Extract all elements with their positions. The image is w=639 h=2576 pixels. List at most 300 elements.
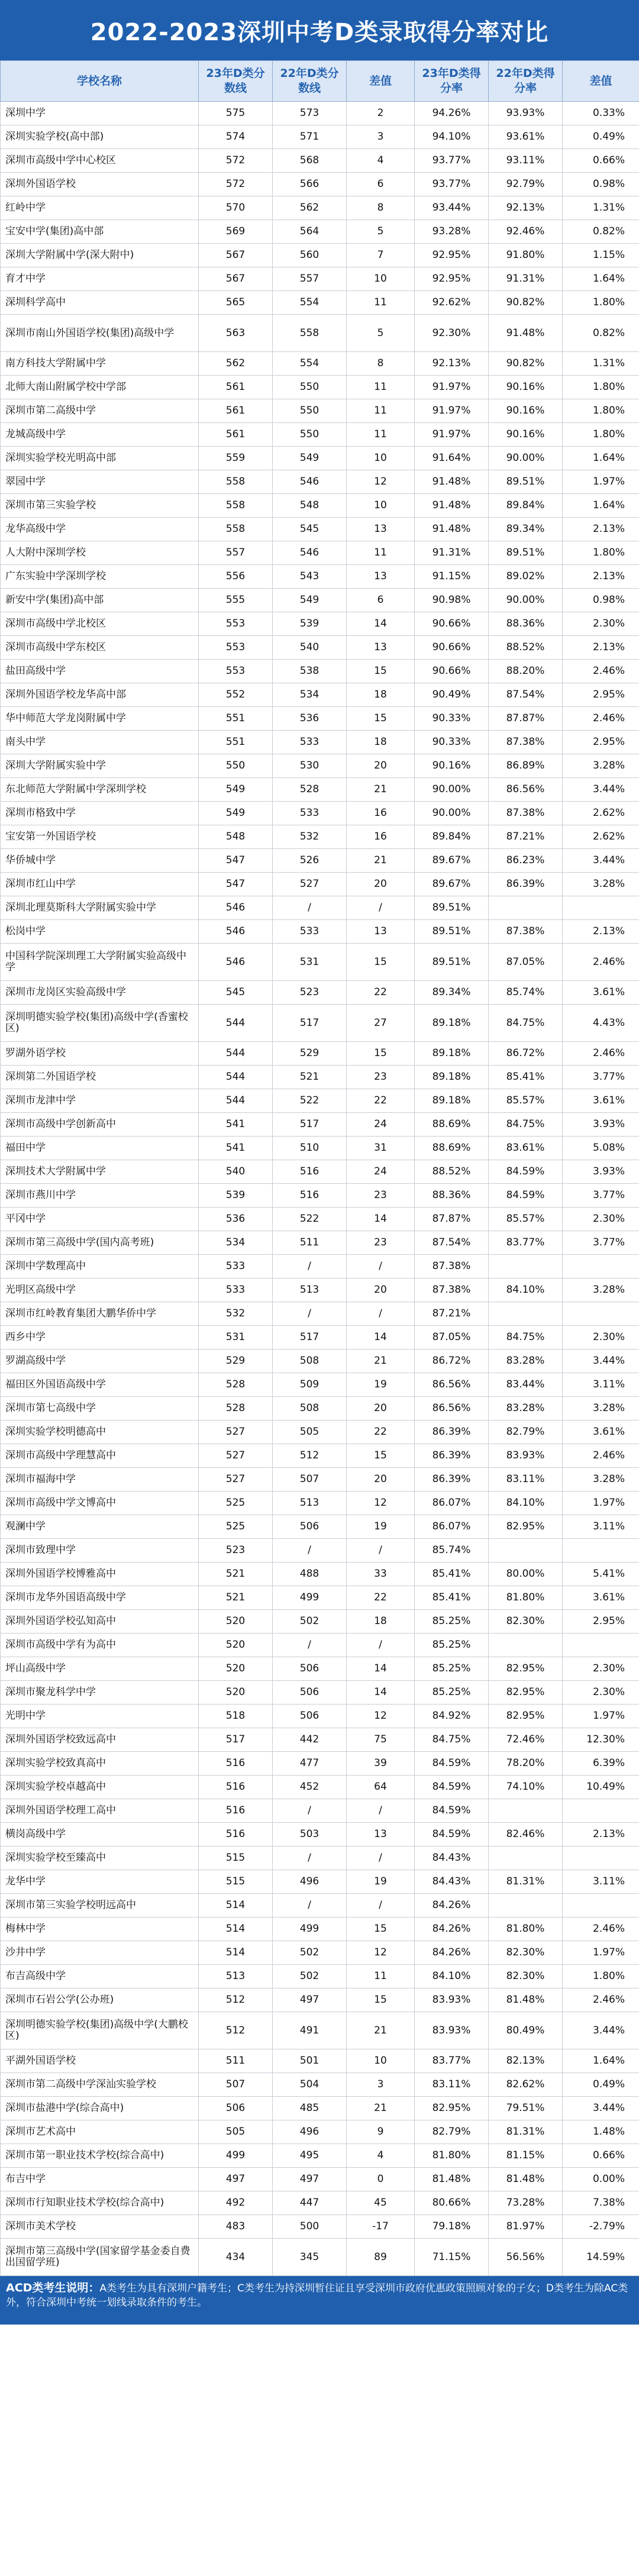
score-2023-cell: 572 [199, 173, 273, 196]
rate-difference-cell: 0.49% [563, 125, 639, 149]
score-2023-cell: 514 [199, 1941, 273, 1965]
rate-difference-cell: 2.95% [563, 1610, 639, 1634]
score-difference-cell: 18 [347, 1610, 415, 1634]
score-2022-cell: 506 [273, 1705, 347, 1728]
rate-difference-cell: 6.39% [563, 1752, 639, 1776]
score-2023-cell: 528 [199, 1373, 273, 1397]
table-row [1, 2215, 639, 2239]
rate-difference-cell: 3.61% [563, 1421, 639, 1444]
rate-2022-cell: 87.05% [489, 944, 563, 981]
rate-2022-cell: 84.10% [489, 1279, 563, 1302]
score-2022-cell: 452 [273, 1776, 347, 1799]
table-row [1, 1492, 639, 1515]
school-name-cell: 深圳市高级中学有为高中 [1, 1634, 199, 1657]
score-difference-cell: 11 [347, 541, 415, 565]
school-name-cell: 深圳市艺术高中 [1, 2120, 199, 2144]
rate-difference-cell: 0.66% [563, 149, 639, 173]
score-2022-cell: / [273, 1847, 347, 1870]
rate-difference-cell: 12.30% [563, 1728, 639, 1752]
table-row [1, 1350, 639, 1373]
score-difference-cell: 39 [347, 1752, 415, 1776]
rate-2023-cell: 89.18% [415, 1005, 489, 1042]
table-row [1, 1894, 639, 1918]
score-difference-cell: 45 [347, 2191, 415, 2215]
rate-2022-cell [489, 1539, 563, 1563]
rate-2022-cell: 89.84% [489, 494, 563, 518]
rate-2023-cell: 86.07% [415, 1492, 489, 1515]
rate-2023-cell: 79.18% [415, 2215, 489, 2239]
page-title: 2022-2023深圳中考D类录取得分率对比 [0, 0, 639, 60]
note-label: ACD类考生说明： [6, 2281, 100, 2294]
score-difference-cell: 19 [347, 1515, 415, 1539]
table-row [1, 125, 639, 149]
score-2023-cell: 575 [199, 102, 273, 125]
school-name-cell: 深圳市龙津中学 [1, 1089, 199, 1113]
score-2022-cell: 521 [273, 1066, 347, 1089]
table-row [1, 399, 639, 423]
school-name-cell: 深圳明德实验学校(集团)高级中学(大鹏校区) [1, 2012, 199, 2049]
score-2022-cell: 545 [273, 518, 347, 541]
table-row [1, 1468, 639, 1492]
table-row [1, 2168, 639, 2191]
score-2022-cell: 548 [273, 494, 347, 518]
school-name-cell: 深圳市第三高级中学(国家留学基金委自费出国留学班) [1, 2239, 199, 2276]
rate-difference-cell: 2.13% [563, 565, 639, 589]
score-2022-cell: 554 [273, 291, 347, 315]
school-name-cell: 深圳大学附属实验中学 [1, 754, 199, 778]
school-name-cell: 深圳市第一职业技术学校(综合高中) [1, 2144, 199, 2168]
score-difference-cell: 7 [347, 244, 415, 267]
table-row [1, 636, 639, 660]
score-2023-cell: 514 [199, 1894, 273, 1918]
score-2023-cell: 546 [199, 944, 273, 981]
table-row [1, 518, 639, 541]
score-2022-cell: 497 [273, 2168, 347, 2191]
table-row [1, 1539, 639, 1563]
header-rate-difference: 差值 [563, 61, 639, 102]
rate-2022-cell: 82.95% [489, 1515, 563, 1539]
score-2023-cell: 518 [199, 1705, 273, 1728]
rate-difference-cell: 1.31% [563, 352, 639, 376]
score-difference-cell: -17 [347, 2215, 415, 2239]
table-row [1, 565, 639, 589]
rate-difference-cell: 1.64% [563, 447, 639, 470]
rate-2022-cell: 90.00% [489, 447, 563, 470]
score-difference-cell: / [347, 1539, 415, 1563]
rate-difference-cell [563, 1847, 639, 1870]
table-row [1, 220, 639, 244]
rate-difference-cell: 2.95% [563, 683, 639, 707]
rate-2022-cell: 78.20% [489, 1752, 563, 1776]
score-2022-cell: 523 [273, 981, 347, 1005]
table-row [1, 920, 639, 944]
rate-2023-cell: 90.00% [415, 778, 489, 802]
rate-2022-cell: 93.61% [489, 125, 563, 149]
rate-difference-cell: 1.48% [563, 2120, 639, 2144]
table-row [1, 1610, 639, 1634]
school-name-cell: 梅林中学 [1, 1918, 199, 1941]
school-name-cell: 育才中学 [1, 267, 199, 291]
rate-2023-cell: 91.97% [415, 376, 489, 399]
rate-2022-cell: 87.38% [489, 731, 563, 754]
rate-difference-cell: 3.28% [563, 1468, 639, 1492]
table-row [1, 1255, 639, 1279]
rate-2023-cell: 85.25% [415, 1657, 489, 1681]
score-difference-cell: 89 [347, 2239, 415, 2276]
score-2022-cell: 546 [273, 470, 347, 494]
score-2022-cell: 564 [273, 220, 347, 244]
score-2022-cell: / [273, 896, 347, 920]
score-difference-cell: 33 [347, 1563, 415, 1586]
score-difference-cell: 21 [347, 1350, 415, 1373]
rate-2023-cell: 84.59% [415, 1752, 489, 1776]
school-name-cell: 深圳市高级中学中心校区 [1, 149, 199, 173]
rate-difference-cell [563, 1634, 639, 1657]
rate-2022-cell: 82.30% [489, 1610, 563, 1634]
score-2023-cell: 515 [199, 1847, 273, 1870]
table-row [1, 102, 639, 125]
score-2023-cell: 541 [199, 1137, 273, 1160]
score-2023-cell: 505 [199, 2120, 273, 2144]
rate-difference-cell: 3.28% [563, 1279, 639, 1302]
rate-2023-cell: 83.77% [415, 2049, 489, 2073]
table-row [1, 2073, 639, 2097]
school-name-cell: 盐田高级中学 [1, 660, 199, 683]
rate-2023-cell: 85.25% [415, 1610, 489, 1634]
score-difference-cell: 4 [347, 2144, 415, 2168]
score-2022-cell: 522 [273, 1089, 347, 1113]
score-2023-cell: 559 [199, 447, 273, 470]
rate-2022-cell: 83.11% [489, 1468, 563, 1492]
score-2022-cell: 501 [273, 2049, 347, 2073]
rate-difference-cell: 3.44% [563, 2097, 639, 2120]
score-difference-cell: 75 [347, 1728, 415, 1752]
score-2022-cell: 507 [273, 1468, 347, 1492]
rate-2023-cell: 89.18% [415, 1066, 489, 1089]
rate-difference-cell: 2.95% [563, 731, 639, 754]
rate-difference-cell: 0.82% [563, 220, 639, 244]
table-row [1, 376, 639, 399]
table-row [1, 1326, 639, 1350]
rate-2023-cell: 84.26% [415, 1894, 489, 1918]
score-2023-cell: 523 [199, 1539, 273, 1563]
score-difference-cell: / [347, 896, 415, 920]
score-difference-cell: 2 [347, 102, 415, 125]
rate-difference-cell: 2.46% [563, 1042, 639, 1066]
score-2022-cell: 499 [273, 1586, 347, 1610]
score-difference-cell: 11 [347, 1965, 415, 1989]
score-2022-cell: 531 [273, 944, 347, 981]
table-row [1, 1681, 639, 1705]
score-difference-cell: 22 [347, 1089, 415, 1113]
score-difference-cell: 23 [347, 1184, 415, 1208]
rate-difference-cell: 5.41% [563, 1563, 639, 1586]
score-difference-cell: 6 [347, 173, 415, 196]
rate-2023-cell: 91.48% [415, 470, 489, 494]
rate-2023-cell: 85.41% [415, 1586, 489, 1610]
score-2023-cell: 515 [199, 1870, 273, 1894]
score-2023-cell: 558 [199, 518, 273, 541]
score-2022-cell: 527 [273, 873, 347, 896]
rate-2022-cell: 86.56% [489, 778, 563, 802]
rate-difference-cell: 0.00% [563, 2168, 639, 2191]
school-name-cell: 人大附中深圳学校 [1, 541, 199, 565]
score-2023-cell: 534 [199, 1231, 273, 1255]
table-row [1, 849, 639, 873]
score-2022-cell: 496 [273, 2120, 347, 2144]
rate-2022-cell: 87.54% [489, 683, 563, 707]
rate-2022-cell: 82.30% [489, 1965, 563, 1989]
score-2022-cell: 516 [273, 1184, 347, 1208]
rate-difference-cell [563, 1539, 639, 1563]
school-name-cell: 南方科技大学附属中学 [1, 352, 199, 376]
school-name-cell: 深圳技术大学附属中学 [1, 1160, 199, 1184]
rate-2023-cell: 90.66% [415, 660, 489, 683]
rate-difference-cell: 2.46% [563, 1989, 639, 2012]
table-row [1, 423, 639, 447]
header-2022-score-rate: 22年D类得分率 [489, 61, 563, 102]
rate-2023-cell: 81.80% [415, 2144, 489, 2168]
rate-2022-cell: 89.02% [489, 565, 563, 589]
score-2022-cell: 509 [273, 1373, 347, 1397]
score-difference-cell: 12 [347, 1941, 415, 1965]
rate-2023-cell: 83.11% [415, 2073, 489, 2097]
school-name-cell: 宝安中学(集团)高中部 [1, 220, 199, 244]
rate-difference-cell: 4.43% [563, 1005, 639, 1042]
school-name-cell: 深圳市高级中学东校区 [1, 636, 199, 660]
score-difference-cell: 3 [347, 2073, 415, 2097]
rate-2023-cell: 90.00% [415, 802, 489, 825]
rate-2022-cell [489, 1634, 563, 1657]
rate-difference-cell: 1.80% [563, 291, 639, 315]
score-2023-cell: 544 [199, 1089, 273, 1113]
score-2023-cell: 520 [199, 1657, 273, 1681]
score-2023-cell: 562 [199, 352, 273, 376]
rate-2023-cell: 84.75% [415, 1728, 489, 1752]
rate-2023-cell: 84.43% [415, 1847, 489, 1870]
score-2023-cell: 531 [199, 1326, 273, 1350]
rate-difference-cell: 3.44% [563, 2012, 639, 2049]
rate-2023-cell: 91.97% [415, 423, 489, 447]
score-2023-cell: 546 [199, 896, 273, 920]
rate-2022-cell: 82.95% [489, 1681, 563, 1705]
table-row [1, 1160, 639, 1184]
school-name-cell: 深圳市高级中学创新高中 [1, 1113, 199, 1137]
table-row [1, 1279, 639, 1302]
rate-2023-cell: 88.69% [415, 1137, 489, 1160]
school-name-cell: 中国科学院深圳理工大学附属实验高级中学 [1, 944, 199, 981]
table-row [1, 1005, 639, 1042]
rate-2023-cell: 93.77% [415, 149, 489, 173]
score-2023-cell: 521 [199, 1563, 273, 1586]
school-name-cell: 西乡中学 [1, 1326, 199, 1350]
score-difference-cell: 16 [347, 825, 415, 849]
table-row [1, 778, 639, 802]
rate-difference-cell: -2.79% [563, 2215, 639, 2239]
table-row [1, 1586, 639, 1610]
rate-difference-cell [563, 1302, 639, 1326]
school-name-cell: 深圳市第三高级中学(国内高考班) [1, 1231, 199, 1255]
rate-2022-cell: 88.36% [489, 612, 563, 636]
table-row [1, 1113, 639, 1137]
table-row [1, 1847, 639, 1870]
score-difference-cell: / [347, 1799, 415, 1823]
rate-2023-cell: 84.92% [415, 1705, 489, 1728]
rate-2022-cell: 81.48% [489, 2168, 563, 2191]
table-row [1, 1918, 639, 1941]
score-difference-cell: 19 [347, 1373, 415, 1397]
rate-2023-cell: 87.54% [415, 1231, 489, 1255]
table-row [1, 1752, 639, 1776]
table-row [1, 707, 639, 731]
school-name-cell: 深圳市盐港中学(综合高中) [1, 2097, 199, 2120]
rate-difference-cell: 3.61% [563, 981, 639, 1005]
rate-2023-cell: 80.66% [415, 2191, 489, 2215]
school-name-cell: 深圳科学高中 [1, 291, 199, 315]
score-2023-cell: 557 [199, 541, 273, 565]
school-name-cell: 华中师范大学龙岗附属中学 [1, 707, 199, 731]
rate-difference-cell: 3.61% [563, 1089, 639, 1113]
header-score-difference: 差值 [347, 61, 415, 102]
rate-2023-cell: 87.38% [415, 1255, 489, 1279]
score-difference-cell: 13 [347, 565, 415, 589]
score-2022-cell: 543 [273, 565, 347, 589]
score-2023-cell: 533 [199, 1279, 273, 1302]
score-2023-cell: 529 [199, 1350, 273, 1373]
score-difference-cell: 27 [347, 1005, 415, 1042]
score-2023-cell: 507 [199, 2073, 273, 2097]
school-name-cell: 翠园中学 [1, 470, 199, 494]
rate-2022-cell: 82.95% [489, 1705, 563, 1728]
score-difference-cell: / [347, 1847, 415, 1870]
score-2023-cell: 434 [199, 2239, 273, 2276]
score-2022-cell: / [273, 1302, 347, 1326]
rate-2023-cell: 92.95% [415, 244, 489, 267]
score-2023-cell: 556 [199, 565, 273, 589]
score-2022-cell: 522 [273, 1208, 347, 1231]
rate-2022-cell [489, 1847, 563, 1870]
rate-difference-cell [563, 896, 639, 920]
rate-difference-cell: 0.82% [563, 315, 639, 352]
rate-2023-cell: 89.51% [415, 896, 489, 920]
table-row [1, 1302, 639, 1326]
school-name-cell: 罗湖外语学校 [1, 1042, 199, 1066]
rate-difference-cell: 2.62% [563, 802, 639, 825]
rate-difference-cell: 2.62% [563, 825, 639, 849]
school-name-cell: 龙城高级中学 [1, 423, 199, 447]
table-row [1, 470, 639, 494]
rate-2022-cell [489, 1894, 563, 1918]
score-2023-cell: 533 [199, 1255, 273, 1279]
score-2023-cell: 551 [199, 731, 273, 754]
rate-2023-cell: 86.56% [415, 1373, 489, 1397]
table-row [1, 196, 639, 220]
score-2022-cell: 488 [273, 1563, 347, 1586]
table-row [1, 981, 639, 1005]
rate-difference-cell: 14.59% [563, 2239, 639, 2276]
rate-2022-cell: 81.48% [489, 1989, 563, 2012]
score-2022-cell: 503 [273, 1823, 347, 1847]
score-difference-cell: 13 [347, 1823, 415, 1847]
score-2023-cell: 565 [199, 291, 273, 315]
score-2022-cell: / [273, 1255, 347, 1279]
school-name-cell: 沙井中学 [1, 1941, 199, 1965]
rate-2022-cell: 84.75% [489, 1113, 563, 1137]
rate-difference-cell: 0.66% [563, 2144, 639, 2168]
rate-2022-cell: 82.13% [489, 2049, 563, 2073]
rate-2023-cell: 84.26% [415, 1941, 489, 1965]
score-difference-cell: 13 [347, 920, 415, 944]
rate-2022-cell: 81.31% [489, 1870, 563, 1894]
school-name-cell: 深圳市龙华外国语高级中学 [1, 1586, 199, 1610]
score-difference-cell: 20 [347, 1279, 415, 1302]
table-row [1, 2144, 639, 2168]
score-difference-cell: 12 [347, 1492, 415, 1515]
score-2023-cell: 527 [199, 1468, 273, 1492]
score-2023-cell: 520 [199, 1681, 273, 1705]
rate-2023-cell: 83.93% [415, 1989, 489, 2012]
table-row [1, 1042, 639, 1066]
score-difference-cell: 12 [347, 470, 415, 494]
score-difference-cell: 21 [347, 2012, 415, 2049]
table-row [1, 2191, 639, 2215]
table-row [1, 1563, 639, 1586]
rate-2022-cell: 87.38% [489, 802, 563, 825]
school-name-cell: 北师大南山附属学校中学部 [1, 376, 199, 399]
school-name-cell: 平冈中学 [1, 1208, 199, 1231]
score-2022-cell: 500 [273, 2215, 347, 2239]
rate-2022-cell: 81.31% [489, 2120, 563, 2144]
table-row [1, 1728, 639, 1752]
table-row [1, 1373, 639, 1397]
table-row [1, 1208, 639, 1231]
score-2023-cell: 512 [199, 2012, 273, 2049]
rate-2023-cell: 89.34% [415, 981, 489, 1005]
score-2022-cell: 502 [273, 1941, 347, 1965]
score-2022-cell: 536 [273, 707, 347, 731]
rate-2022-cell: 87.21% [489, 825, 563, 849]
score-2023-cell: 553 [199, 660, 273, 683]
school-name-cell: 深圳外国语学校 [1, 173, 199, 196]
score-difference-cell: 20 [347, 754, 415, 778]
rate-difference-cell: 2.30% [563, 1681, 639, 1705]
score-2023-cell: 521 [199, 1586, 273, 1610]
rate-2023-cell: 85.41% [415, 1563, 489, 1586]
school-name-cell: 松岗中学 [1, 920, 199, 944]
rate-2023-cell: 85.74% [415, 1539, 489, 1563]
score-2023-cell: 525 [199, 1515, 273, 1539]
rate-2023-cell: 92.95% [415, 267, 489, 291]
rate-2023-cell: 91.31% [415, 541, 489, 565]
rate-2023-cell: 84.59% [415, 1776, 489, 1799]
rate-difference-cell [563, 1894, 639, 1918]
rate-2022-cell: 82.95% [489, 1657, 563, 1681]
rate-2022-cell: 87.38% [489, 920, 563, 944]
rate-2023-cell: 86.39% [415, 1444, 489, 1468]
score-2022-cell: 539 [273, 612, 347, 636]
score-2022-cell: 345 [273, 2239, 347, 2276]
score-2023-cell: 513 [199, 1965, 273, 1989]
rate-difference-cell: 2.46% [563, 660, 639, 683]
score-2023-cell: 544 [199, 1066, 273, 1089]
score-2022-cell: 554 [273, 352, 347, 376]
rate-difference-cell: 3.93% [563, 1160, 639, 1184]
score-2022-cell: 506 [273, 1515, 347, 1539]
score-2023-cell: 516 [199, 1823, 273, 1847]
school-name-cell: 福田区外国语高级中学 [1, 1373, 199, 1397]
rate-2023-cell: 91.64% [415, 447, 489, 470]
score-difference-cell: 5 [347, 220, 415, 244]
